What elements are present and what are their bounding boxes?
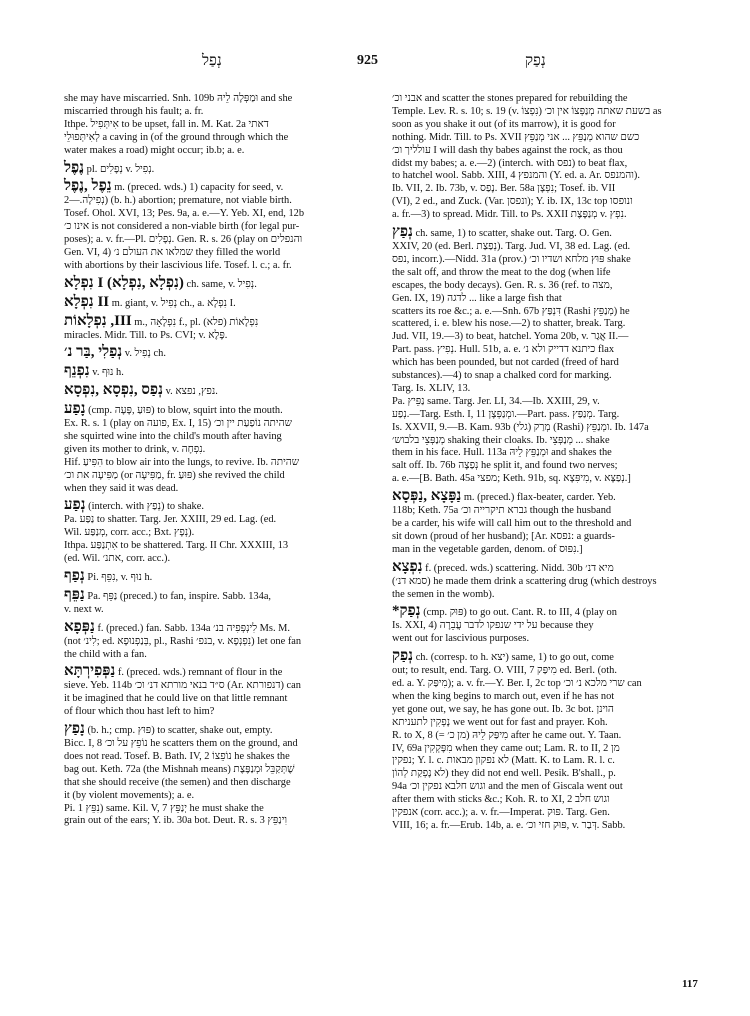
entry-text: she squirted wine into the child's mouth after having <box>64 430 282 442</box>
entry-line <box>392 383 714 396</box>
dictionary-entry <box>392 226 714 486</box>
entry-line <box>392 544 714 557</box>
entry-headword: נֶפֶל <box>64 159 85 176</box>
entry-headword: *נְפַק <box>392 603 421 620</box>
entry-line <box>392 781 714 794</box>
entry-line <box>392 768 714 781</box>
dictionary-entry <box>392 558 714 602</box>
entry-text: poses); a. v. fr.—Pl. נְפָלִים. Gen. R. s. 26 (play on והנפלים <box>64 234 303 246</box>
entry-line <box>392 460 714 473</box>
entry-text: the child with a fan. <box>64 648 147 660</box>
entry-line <box>64 260 382 273</box>
entry-text: m. (preced. wds.) 1) capacity for seed, v. <box>114 182 284 194</box>
entry-text: IV, 69a מִפָּקְקִין when they came out; Lam. R. to II, 2 מן <box>392 742 620 754</box>
entry-text: Targ. Is. XLIV, 13. <box>392 382 471 394</box>
entry-headword: נִפְלָא I (נִפְלָא ,נִפְלָא) <box>64 274 184 291</box>
entry-headword: נַפְּפָא <box>64 618 95 635</box>
entry-line <box>64 403 382 418</box>
entry-line <box>392 704 714 717</box>
entry-text: man in the vegetable garden, denom. of נִפּוּס.] <box>392 543 583 555</box>
entry-line <box>392 226 714 241</box>
entry-text: Pa. נַפֵּיץ same. Targ. Jer. LI, 34.—Ib. XXIII, 29, v. <box>392 395 600 407</box>
entry-line <box>64 618 382 636</box>
entry-text: when the king begins to march out, even if he has not <box>392 690 615 702</box>
entry-line <box>64 483 382 496</box>
entry-text: m. (preced.) flax-beater, carder. Yeb. <box>463 492 616 504</box>
entry-text: went out for lascivious purposes. <box>392 633 530 645</box>
dictionary-entry <box>64 274 382 292</box>
entry-text: a. e.—[B. Bath. 45a מפצי; Keth. 91b, sq. מִיפִּצָא, v. נְפַצָּא.] <box>392 473 631 485</box>
entry-headword: נִפְלָאוֹת ,III <box>64 312 132 329</box>
entry-text: נפס, incorr.).—Nidd. 31a (prov.) פּוּץ מלחא ושדיו וכ׳ shake <box>392 253 631 265</box>
entry-line <box>392 505 714 518</box>
entry-line <box>392 422 714 435</box>
entry-line <box>392 132 714 145</box>
entry-text: f. (preced.) fan. Sabb. 134a לִינְפְּפִיה בנ׳ Ms. M. <box>97 622 290 634</box>
entry-headword: נִפְנֵף <box>64 363 90 380</box>
entry-text: Ex. R. s. 1 (play on פועה, Ex. I, 15) שהיתה נוֹפַעַת יין וכ׳ <box>64 418 292 430</box>
entry-line <box>64 119 382 132</box>
entry-line <box>392 473 714 486</box>
entry-line <box>64 180 382 195</box>
header-page-number: 925 <box>357 53 378 68</box>
entry-line <box>64 444 382 457</box>
entry-text: לְאִיתְּפוּלֵי a caving in (of the ground through which the <box>64 131 289 143</box>
footer-page-number: 117 <box>682 978 698 990</box>
entry-text: אינו כ׳ is not considered a non-viable birth (for legal pur- <box>64 221 300 233</box>
entry-text: Bicc. I, 8 נוֹפֵץ על וכ׳ he scatters them on the ground, and <box>64 737 298 749</box>
entry-text: נפקין; Y. l. c. לא נפקון מבאות (Matt. K. to Lam. R. l. c. <box>392 755 615 767</box>
entry-line <box>64 604 382 617</box>
entry-text: when they said it was dead. <box>64 482 179 494</box>
entry-line <box>64 693 382 706</box>
entry-text: Wil. מְנַפַּע, corr. acc.; Bxt. נְפָץ). <box>64 527 195 539</box>
entry-text: Pa. נַפֵּף (preced.) to fan, inspire. Sabb. 134a, <box>87 590 272 602</box>
entry-text: that she should receive (the semen) and then discharge <box>64 776 291 788</box>
entry-text: m. giant, v. נְפִיל ch., a. נִפְלָא I. <box>111 297 236 309</box>
entry-text: out; to result, end. Targ. O. VIII, 7 מִיפַּק ed. Berl. (oth. <box>392 665 617 677</box>
entry-text: Tosef. Ohol. XVI, 13; Pes. 9a, a. e.—Y. Yeb. XI, end, 12b <box>64 208 305 220</box>
entry-line <box>392 119 714 132</box>
entry-line <box>392 518 714 531</box>
entry-text: miracles. Midr. Till. to Ps. CVI; v. פֶּלֶא. <box>64 329 228 341</box>
entry-text: them in his face. Hull. 113a וּמְנַפֵּץ לֵיהּ and shakes the <box>392 447 612 459</box>
entry-text: v. נְפִיל ch. <box>124 348 166 360</box>
entry-text: scattered, i. e. blew his nose.—2) to shatter, break. Targ. <box>392 318 626 330</box>
entry-headword: נְפַק <box>392 648 414 665</box>
entry-headword: נֵפֶל ,נֶפֶל <box>64 178 112 195</box>
entry-text: (סמא דנ׳) he made them drink a scattering drug (which destroys <box>392 575 657 587</box>
entry-line <box>64 706 382 719</box>
entry-headword: נָפַץ <box>64 721 85 738</box>
entry-text: water makes a road) might occur; ib.b; a. e. <box>64 144 245 156</box>
entry-headword: נַפָּצָא ,נַפְּסָא <box>392 488 462 505</box>
entry-text: miscarried through his fault; a. fr. <box>64 105 204 117</box>
dictionary-entry <box>392 650 714 833</box>
dictionary-entry <box>64 159 382 177</box>
entry-line <box>392 650 714 665</box>
entry-line <box>392 807 714 820</box>
entry-text: Ithpa. אִתְנַפַּע to be shattered. Targ. II Chr. XXXIII, 13 <box>64 540 289 552</box>
dictionary-entry <box>64 618 382 662</box>
entry-text: Pa. נַפַּע to shatter. Targ. Jer. XXIII, 29 ed. Lag. (ed. <box>64 514 277 526</box>
entry-text: grain out of the ears; Y. ib. 30a bot. Deut. R. s. 3 וִינַפֵּץ <box>64 815 288 827</box>
entry-line <box>392 344 714 357</box>
entry-line <box>64 764 382 777</box>
entry-text: אבני וכ׳ and scatter the stones prepared for rebuilding the <box>392 93 628 104</box>
entry-line <box>392 620 714 633</box>
entry-text: נָפְקִין לתעניתא we went out for fast and prayer. Koh. <box>392 716 608 728</box>
entry-text: (cmp. פּוּעַ ,פָּעָה) to blow, squirt into the mouth. <box>88 405 283 417</box>
entry-text: does not read. Tosef. B. Bath. IV, 2 נוֹפֵצוֹ he shakes the <box>64 750 290 762</box>
entry-text: of flour which thou hast left to him? <box>64 706 215 718</box>
entry-text: עולליך וכ׳ I will dash thy babes against the rock, as thou <box>392 144 623 156</box>
entry-text: the salt off, and throw the meat to the dog (when life <box>392 266 611 278</box>
entry-text: she may have miscarried. Snh. 109b וּמַפְּלָה לֵיהּ and she <box>64 93 293 104</box>
entry-headword: נְפַלִי ,בַּר נ׳ <box>64 344 123 361</box>
entry-line <box>64 649 382 662</box>
entry-text: לא נָפְקַת לְהוֹן) they did not end well. Pesik. B'shall., p. <box>392 768 616 780</box>
entry-text: Temple. Lev. R. s. 10; s. 19 (v. נִפְצוֹ) בשעת שאתה מְנַפְּצוֹ אין וכ׳ as <box>392 105 662 117</box>
entry-text: נְפִילָה.—2) (b. h.) abortion; premature, not viable birth. <box>64 195 292 207</box>
entry-line <box>64 346 382 361</box>
entry-line <box>392 447 714 460</box>
entry-line <box>64 586 382 604</box>
left-column <box>64 93 382 832</box>
entry-text: Pi. נִפֵּף, v. נוּף h. <box>87 572 153 583</box>
entry-line <box>392 396 714 409</box>
entry-text: XXIV, 20 (ed. Berl. נְפַצַת). Targ. Jud. VI, 38 ed. Lag. (ed. <box>392 240 631 252</box>
entry-text: ch. same, v. נְפִיל. <box>186 278 257 290</box>
entry-line <box>392 331 714 344</box>
entry-line <box>392 605 714 620</box>
entry-line <box>392 145 714 158</box>
entry-line <box>64 365 382 380</box>
entry-text: it (by violent movements); a. e. <box>64 789 195 801</box>
entry-line <box>392 183 714 196</box>
entry-text: Gen. IX, 19) לדגה ... like a large fish that <box>392 292 562 304</box>
entry-line <box>392 820 714 833</box>
entry-line <box>392 576 714 589</box>
entry-text: which has been pounded, but not carded (freed of hard <box>392 357 619 369</box>
entry-line <box>64 221 382 234</box>
entry-line <box>64 195 382 208</box>
entry-text: (interch. with נְפַץ) to shake. <box>88 501 204 513</box>
entry-text: m., נִפְלָאָה f., pl. נִפְלָאוֹת (פלא) <box>134 316 259 328</box>
entry-line <box>64 93 382 106</box>
entry-line <box>64 570 382 585</box>
entry-text: salt off. Ib. 76b נְפַצָה he split it, and found two nerves; <box>392 460 618 472</box>
entry-text: v. נפץ, נפצא. <box>165 386 218 398</box>
entry-text: VIII, 16; a. fr.—Erub. 14b, a. e. פּוּק חזי וכ׳, v. דְּבַר. Sabb. <box>392 819 626 831</box>
entry-line <box>392 357 714 370</box>
dictionary-entry <box>392 490 714 557</box>
entry-text: (b. h.; cmp. פּוּץ) to scatter, shake out, empty. <box>87 725 273 737</box>
entry-line <box>64 274 382 292</box>
header-right-headword: נְפַק <box>525 53 546 69</box>
entry-line <box>64 723 382 738</box>
entry-line <box>392 196 714 209</box>
dictionary-entry <box>64 499 382 566</box>
entry-text: Ib. VII, 2. Ib. 73b, v. נָפַס. Ber. 58a נִפְצָן; Tosef. ib. VII <box>392 183 616 195</box>
entry-line <box>64 499 382 514</box>
dictionary-entry <box>64 570 382 585</box>
entry-line <box>64 234 382 247</box>
entry-headword: נַפְּפִירְתָּא <box>64 663 116 680</box>
entry-line <box>392 158 714 171</box>
entry-text: the semen in the womb). <box>392 588 495 600</box>
entry-line <box>64 106 382 119</box>
entry-text: be a carder, his wife will call him out to the threshold and <box>392 518 632 529</box>
dictionary-entry <box>64 93 382 158</box>
entry-line <box>392 633 714 646</box>
entry-headword: נְפַף <box>64 568 85 584</box>
entry-headword: נַפֵּף <box>64 586 85 603</box>
entry-line <box>392 558 714 576</box>
dictionary-entry <box>64 180 382 272</box>
entry-line <box>392 370 714 383</box>
entry-text: sieve. Yeb. 114b ס״ד בנאי מורתא דנ׳ וכ׳ (Ar. דנפורתא) can <box>64 680 301 692</box>
entry-line <box>64 738 382 751</box>
entry-text: it be imagined that he could live on that little remnant <box>64 693 288 705</box>
entry-line <box>392 280 714 293</box>
dictionary-entry <box>64 293 382 311</box>
entry-line <box>392 209 714 222</box>
entry-line <box>392 755 714 768</box>
entry-headword: נְפַץ <box>392 224 413 241</box>
dictionary-entry <box>392 93 714 222</box>
dictionary-entry <box>64 365 382 380</box>
entry-text: Is. XXI, 4) על ידי שנפקו לדבר עֲבֵרָה because they <box>392 620 594 632</box>
entry-line <box>64 431 382 444</box>
entry-text: Gen. VI, 4) שמלאו את העולם נ׳ they filled the world <box>64 246 281 258</box>
entry-text: sit down (proud of her husband); [Ar. נפסא: a guards- <box>392 530 615 542</box>
dictionary-entry <box>64 723 382 828</box>
entry-text: (ed. Wil. אתנ׳, corr. acc.). <box>64 553 171 565</box>
entry-line <box>64 470 382 483</box>
entry-text: ch. (corresp. to h. יצא) same, 1) to go out, come <box>415 652 614 664</box>
entry-text: (cmp. פּוּק) to go out. Cant. R. to III, 4 (play on <box>423 607 617 619</box>
entry-text: v. נוּף h. <box>92 367 124 379</box>
right-column <box>392 93 714 837</box>
entry-line <box>64 384 382 399</box>
entry-line <box>392 106 714 119</box>
entry-line <box>64 803 382 816</box>
entry-line <box>392 306 714 319</box>
entry-line <box>64 665 382 680</box>
entry-line <box>64 159 382 177</box>
entry-line <box>392 743 714 756</box>
entry-line <box>392 409 714 422</box>
entry-text: (not לִינ׳; ed. בְּנַפְנוּפָא, pl., Rashi בנפ׳, v. נִפְנְפָא) let one fan <box>64 635 302 647</box>
entry-text: escapes, the body decays). Gen. R. s. 36 (ref. to מצה, <box>392 279 613 291</box>
entry-text: given its mother to drink, v. נִפְחָה. <box>64 443 206 455</box>
entry-line <box>392 267 714 280</box>
entry-text: f. (preced. wds.) scattering. Nidd. 30b מיא דנ׳ <box>425 562 614 574</box>
dictionary-entry <box>64 384 382 399</box>
entry-line <box>64 208 382 221</box>
entry-text: Jud. VII, 19.—3) to beat, hatchel. Yoma 20b, v. אֲגַר II.— <box>392 331 629 343</box>
entry-line <box>392 589 714 602</box>
entry-line <box>64 527 382 540</box>
entry-headword: נָפַע <box>64 401 86 418</box>
dictionary-entry <box>64 346 382 361</box>
dictionary-entry <box>64 312 382 343</box>
entry-text: ed. a. Y. מִיפַּק); a. v. fr.—Y. Ber. I, 2c top שרי מלכא נ׳ וכ׳ can <box>392 677 642 689</box>
entry-line <box>64 751 382 764</box>
entry-text: מַפִּיעָה את וכ׳ (or מַפִּיעָה, fr. פּוּעַ) she revived the child <box>64 469 285 481</box>
entry-text: a. fr.—3) to spread. Midr. Till. to Ps. XXII מְנַפֶּצֶת v. נִפְץ. <box>392 209 627 221</box>
entry-line <box>64 293 382 311</box>
entry-text: מְנַפְּצֵי בלבוש׳ shaking their cloaks. Ib. מְנַפְּצֵי ... shake <box>392 434 610 446</box>
entry-text: (VI), 2 ed., and Zuck. (Var. ונפסן); Y. ib. IX, 13c top ונופסו <box>392 196 633 208</box>
entry-line <box>64 418 382 431</box>
entry-line <box>64 145 382 158</box>
entry-text: אנפקין (corr. acc.); a. v. fr.—Imperat. פּוּק. Targ. Gen. <box>392 807 610 819</box>
entry-line <box>64 132 382 145</box>
entry-text: didst my babes; a. e.—2) (interch. with נפס) to beat flax, <box>392 157 628 169</box>
entry-text: Part. pass. נְפִיץ. Hull. 51b, a. e. כיתנא דדייק ולא נ׳ flax <box>392 344 615 356</box>
dictionary-entry <box>64 586 382 617</box>
entry-text: scatters its roe &c.; a. e.—Snh. 67b דִּנְפַּץ (Rashi מְנַפֵּץ) he <box>392 305 630 317</box>
entry-line <box>64 636 382 649</box>
entry-line <box>392 717 714 730</box>
entry-text: nothing. Midr. Till. to Ps. XVII כשם שהוא מְנַפֵּץ ... אני מְנַפֵּץ <box>392 131 640 143</box>
entry-headword: נִפְלָא II <box>64 293 110 310</box>
page-header <box>0 53 750 75</box>
dictionary-entry <box>64 403 382 495</box>
entry-line <box>392 490 714 505</box>
dictionary-entry <box>64 665 382 719</box>
entry-text: after them with sticks &c.; Koh. R. to XI, 2 וגוש חלב <box>392 794 610 806</box>
entry-text: ch. same, 1) to scatter, shake out. Targ. O. Gen. <box>415 228 612 240</box>
entry-text: R. to X, 8 מִיפַּק לֵיהּ (מן כ׳ =) after he came out. Y. Taan. <box>392 729 622 741</box>
dictionary-entry <box>392 605 714 646</box>
entry-line <box>392 254 714 267</box>
entry-text: yet gone out, we say, he has gone out. Ib. 3c bot. הוינן <box>392 703 614 715</box>
entry-line <box>64 457 382 470</box>
entry-text: pl. נְפָלִים v. נְפִיל. <box>86 163 155 175</box>
entry-line <box>64 553 382 566</box>
entry-text: 94a וגוש חלבא נפקין וכ׳ and the men of Giscala went out <box>392 781 623 793</box>
entry-line <box>392 794 714 807</box>
entry-line <box>392 170 714 183</box>
entry-line <box>64 540 382 553</box>
entry-text: Ithpe. אִיתְּפִיל to be upset, fall in. M. Kat. 2a דאתי <box>64 118 269 130</box>
entry-line <box>64 514 382 527</box>
entry-text: נְפַע.—Targ. Esth. I, 11 ומְנַפְּצָן.—Part. pass. מְנַפַּץ. Targ. <box>392 408 620 420</box>
entry-text: Pi. נִפֵּץ 1) same. Kil. V, 7 יְנַפֵּץ he must shake the <box>64 802 264 814</box>
entry-line <box>392 293 714 306</box>
entry-line <box>392 241 714 254</box>
entry-text: substances).—4) to snap a chalked cord for marking. <box>392 370 612 382</box>
entry-line <box>64 790 382 803</box>
entry-line <box>392 435 714 448</box>
entry-text: f. (preced. wds.) remnant of flour in the <box>117 667 283 679</box>
entry-headword: נְפַס ,נִפְסָא ,נִפְסָא <box>64 382 163 399</box>
entry-headword: נִפְצָא <box>392 558 423 575</box>
entry-line <box>392 318 714 331</box>
entry-text: with abortions by their lascivious life. Tosef. l. c.; a. fr. <box>64 259 292 271</box>
entry-text: 118b; Keth. 75a גברא תיקרייה וכ׳ though the husband <box>392 505 612 517</box>
header-left-headword: נְפַל <box>202 53 222 69</box>
entry-line <box>64 247 382 260</box>
entry-headword: נְפַע <box>64 497 86 514</box>
entry-text: Hif. הִפִּיעַ to blow air into the lungs, to revive. Ib. שהיתה <box>64 456 300 468</box>
entry-line <box>64 330 382 343</box>
entry-text: Is. XXVII, 9.—B. Kam. 93b מְרַק (גלי) (Rashi) ומְנַפֵּץ. Ib. 147a <box>392 421 649 433</box>
entry-line <box>64 312 382 330</box>
entry-line <box>64 815 382 828</box>
entry-line <box>392 691 714 704</box>
entry-line <box>392 678 714 691</box>
entry-line <box>392 531 714 544</box>
entry-line <box>392 730 714 743</box>
entry-line <box>64 777 382 790</box>
entry-line <box>392 665 714 678</box>
entry-text: bag out. Keth. 72a (the Mishnah means) שֶׁתְּקַבֵּל וּמְנַפֶּצֶת <box>64 763 295 775</box>
entry-line <box>64 680 382 693</box>
entry-line <box>392 93 714 106</box>
entry-text: to hatchel wool. Sabb. XIII, 4 והמנפץ (Y. ed. a. Ar. והמנפס). <box>392 170 640 182</box>
entry-text: soon as you shake it out (of its marrow), it is good for <box>392 118 616 130</box>
entry-text: v. next w. <box>64 603 104 615</box>
